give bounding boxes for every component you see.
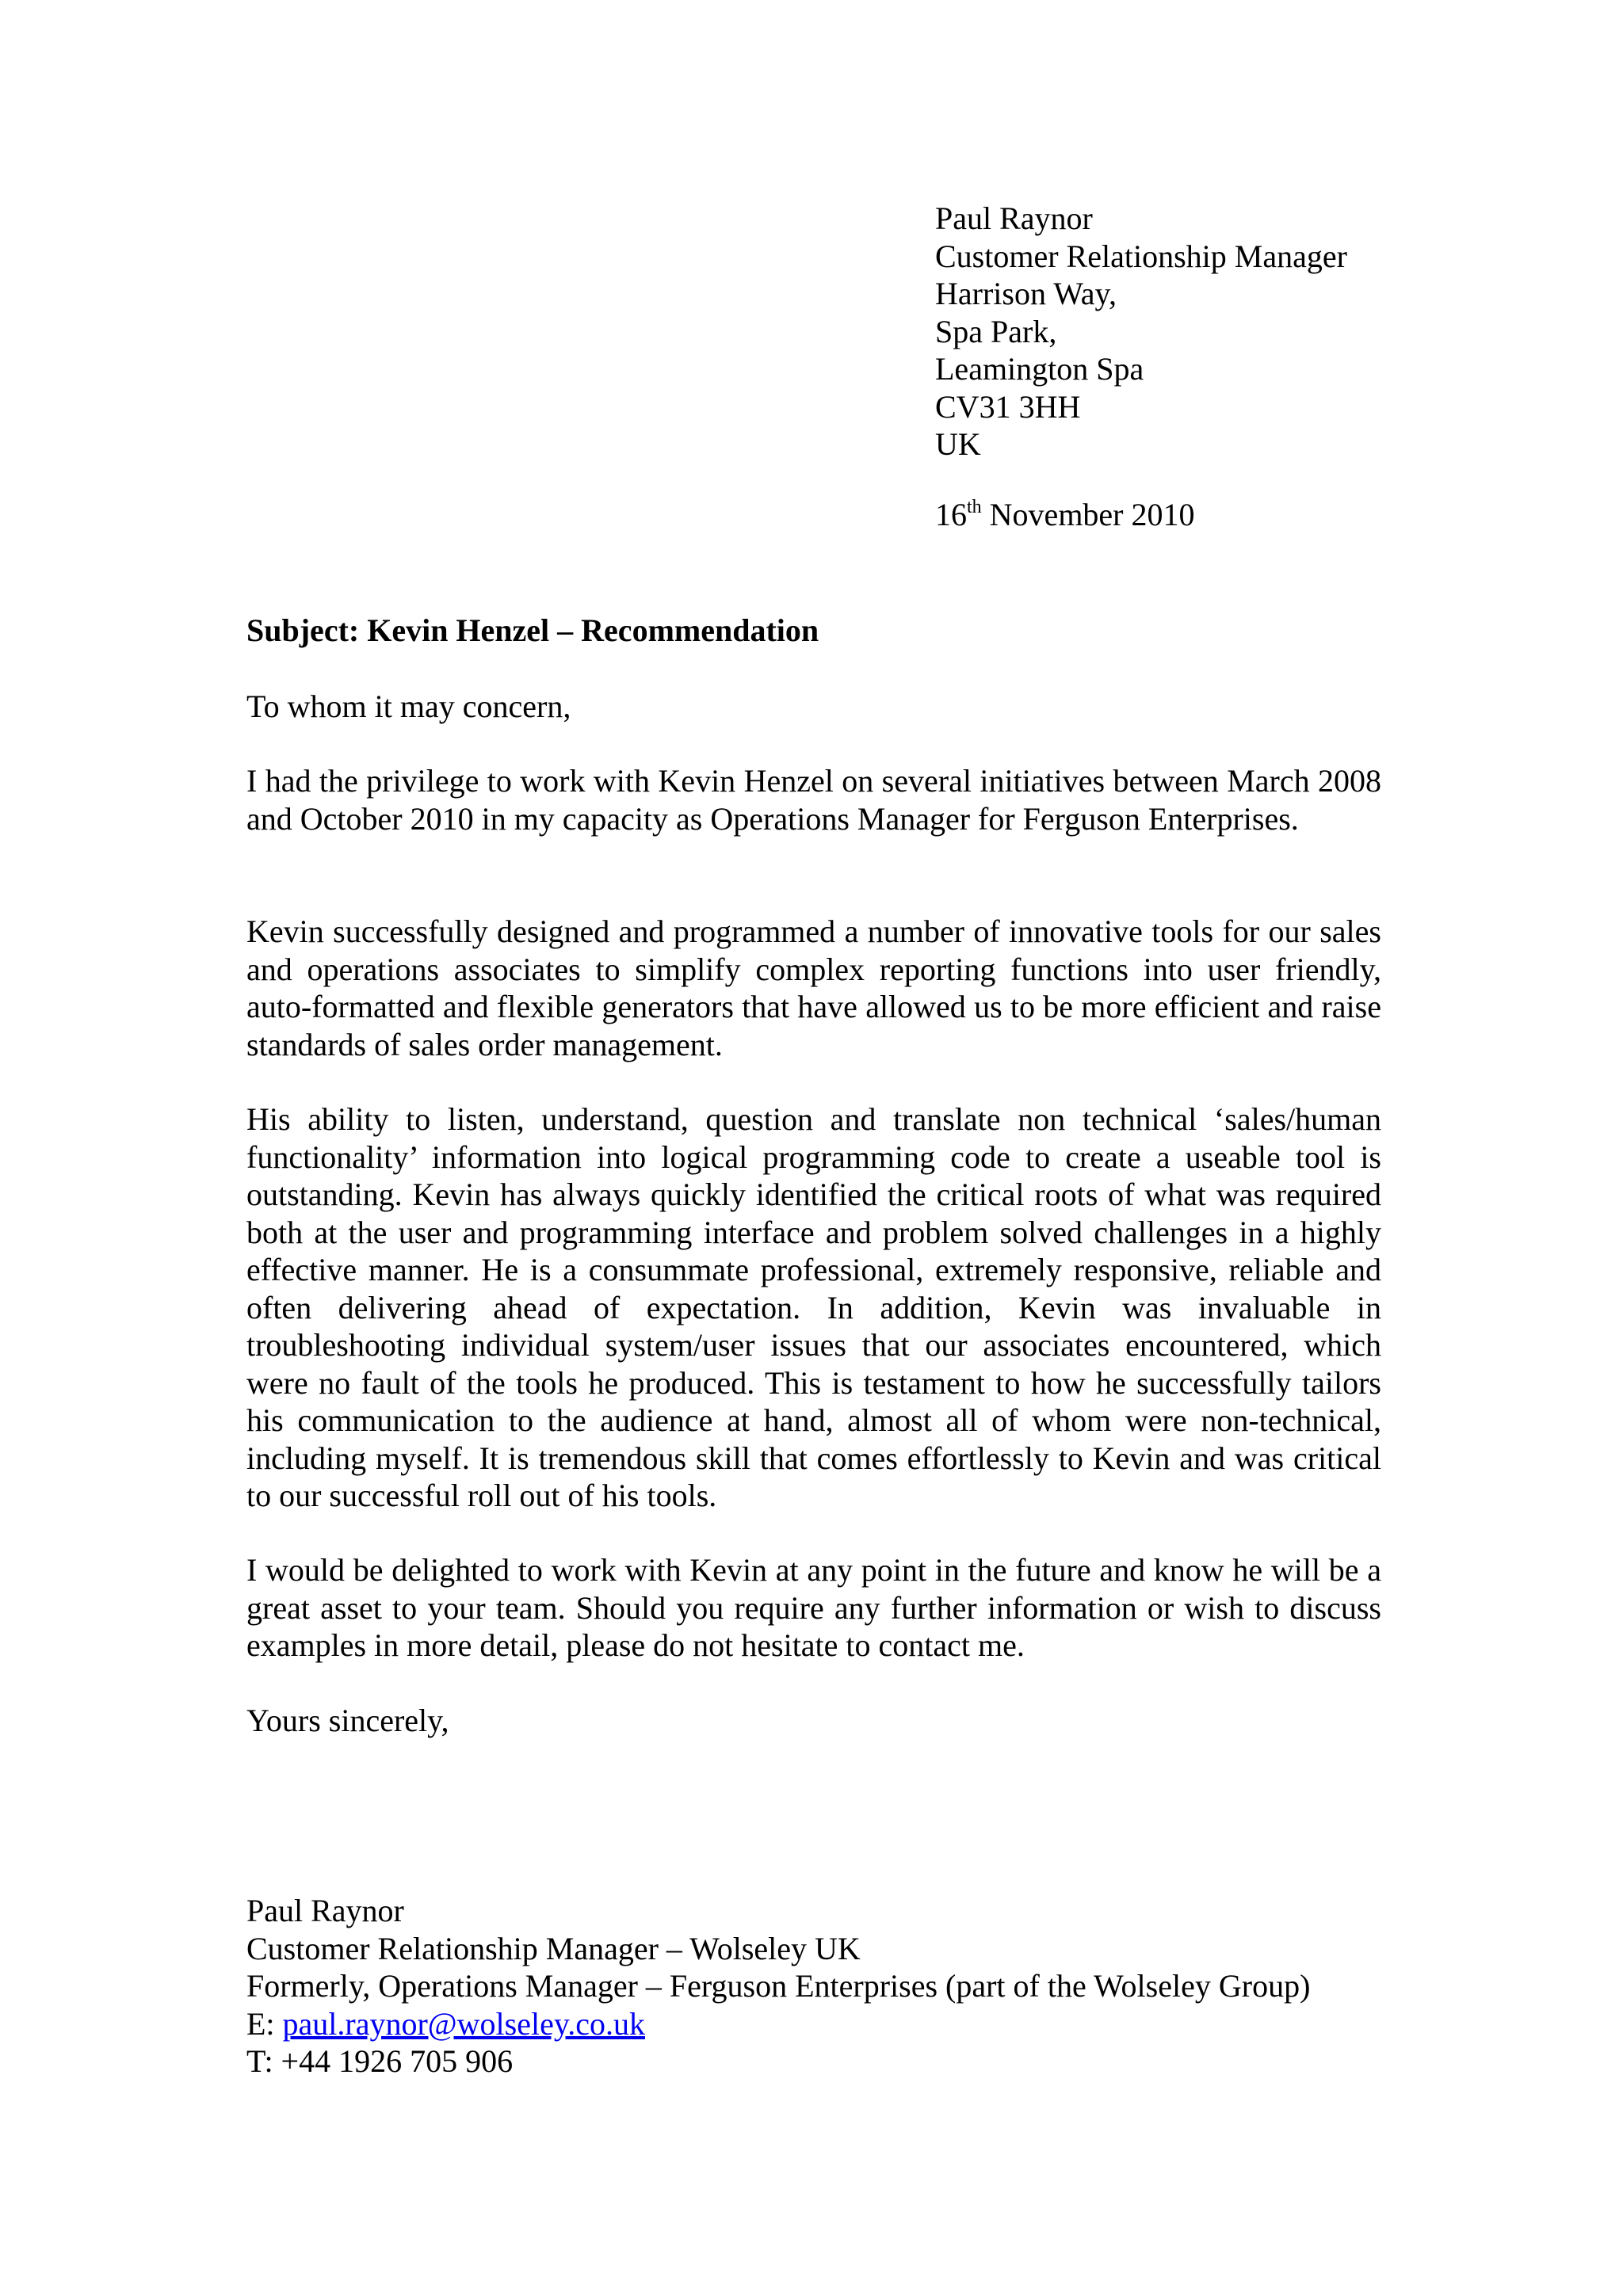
sender-title: Customer Relationship Manager <box>935 238 1347 274</box>
date-suffix: th <box>967 497 982 517</box>
closing-line: Yours sincerely, <box>246 1703 449 1738</box>
signature-former-role: Formerly, Operations Manager – Ferguson Enterprises (part of the Wolseley Group) <box>246 1968 1311 2004</box>
email-label: E: <box>246 2005 283 2042</box>
date-rest: November 2010 <box>981 497 1195 532</box>
salutation: To whom it may concern, <box>246 688 571 724</box>
signature-block <box>246 1892 1594 2081</box>
sender-city: Leamington Spa <box>935 351 1144 387</box>
body-paragraph-3: His ability to listen, understand, question and translate non technical ‘sales/human functionality’ information into logical programming code to create a useable tool is outstanding. Kevin has always quickly identified the critical roots of what was required both at the user and programming interface and problem solved challenges in a highly effective manner. He is a consummate professional, extremely responsive, reliable and often delivering ahead of expectation. In addition, Kevin was invaluable in troubleshooting individual system/user issues that our associates encountered, which were no fault of the tools he produced. This is testament to how he successfully tailors his communication to the audience at hand, almost all of whom were non-technical, including myself. It is tremendous skill that comes effortlessly to Kevin and was critical to our successful roll out of his tools. <box>246 1101 1381 1513</box>
sender-address-line2: Spa Park, <box>935 313 1057 349</box>
body-paragraph-1: I had the privilege to work with Kevin Henzel on several initiatives between March 2008 and October 2010 in my capacity as Operations Manager for Ferguson Enterprises. <box>246 763 1381 837</box>
signature-phone: T: +44 1926 705 906 <box>246 2043 514 2079</box>
signature-title: Customer Relationship Manager – Wolseley UK <box>246 1930 861 1966</box>
subject-line: Subject: Kevin Henzel – Recommendation <box>246 612 819 648</box>
email-link[interactable]: paul.raynor@wolseley.co.uk <box>282 2005 645 2042</box>
sender-address-line1: Harrison Way, <box>935 276 1117 311</box>
signature-name: Paul Raynor <box>246 1893 404 1928</box>
letter-date <box>935 496 1195 534</box>
sender-name: Paul Raynor <box>935 200 1093 236</box>
sender-postcode: CV31 3HH <box>935 388 1081 425</box>
sender-address-block <box>935 200 1537 463</box>
body-paragraph-4: I would be delighted to work with Kevin at any point in the future and know he will be a great asset to your team. Should you require any further information or wish to discuss examples in more detail, please do not hesitate to contact me. <box>246 1552 1381 1663</box>
sender-country: UK <box>935 426 981 462</box>
signature-email-line <box>246 2005 1594 2043</box>
body-paragraph-2: Kevin successfully designed and programmed a number of innovative tools for our sales and operations associates to simplify complex reporting functions into user friendly, auto-formatted and flexible generators that have allowed us to be more efficient and raise standards of sales order management. <box>246 913 1381 1062</box>
date-day: 16 <box>935 497 967 532</box>
